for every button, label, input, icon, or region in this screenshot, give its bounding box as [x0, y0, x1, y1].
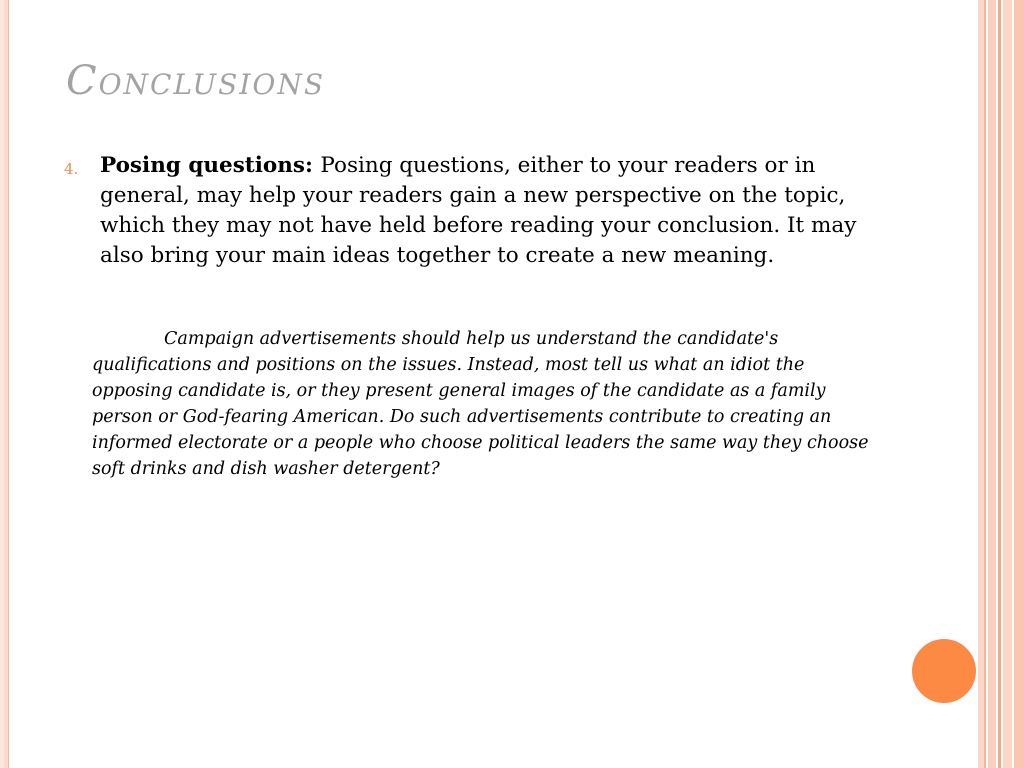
right-stripe — [988, 0, 996, 768]
list-item-text: Posing questions, either to your readers or in general, may help your readers gain a new perspective on the topic, which they may not have held before reading your conclusion. It may also bring your main ideas together to create a new meaning. — [100, 153, 857, 268]
right-stripe — [1014, 0, 1024, 768]
right-stripe — [998, 0, 1001, 768]
left-border-decoration — [0, 0, 9, 768]
list-item-body — [100, 151, 864, 271]
slide-title: Conclusions — [66, 58, 326, 104]
right-stripe — [984, 0, 986, 768]
list-number: 4. — [64, 160, 79, 178]
list-item-lead: Posing questions: — [100, 153, 321, 178]
left-border-inner-stripe — [0, 0, 4, 768]
numbered-list — [64, 151, 864, 271]
decorative-circle — [913, 640, 975, 702]
example-quote: Campaign advertisements should help us understand the candidate's qualifications and positions on the issues. Instead, most tell us what an idiot the opposing candidate is, or they present general images of the candidate as a family person or God-fearing American. Do such advertisements contribute to creating an informed electorate or a people who choose political leaders the same way they choose soft drinks and dish washer detergent? — [92, 329, 869, 479]
list-item — [64, 151, 864, 271]
right-stripe — [1003, 0, 1012, 768]
